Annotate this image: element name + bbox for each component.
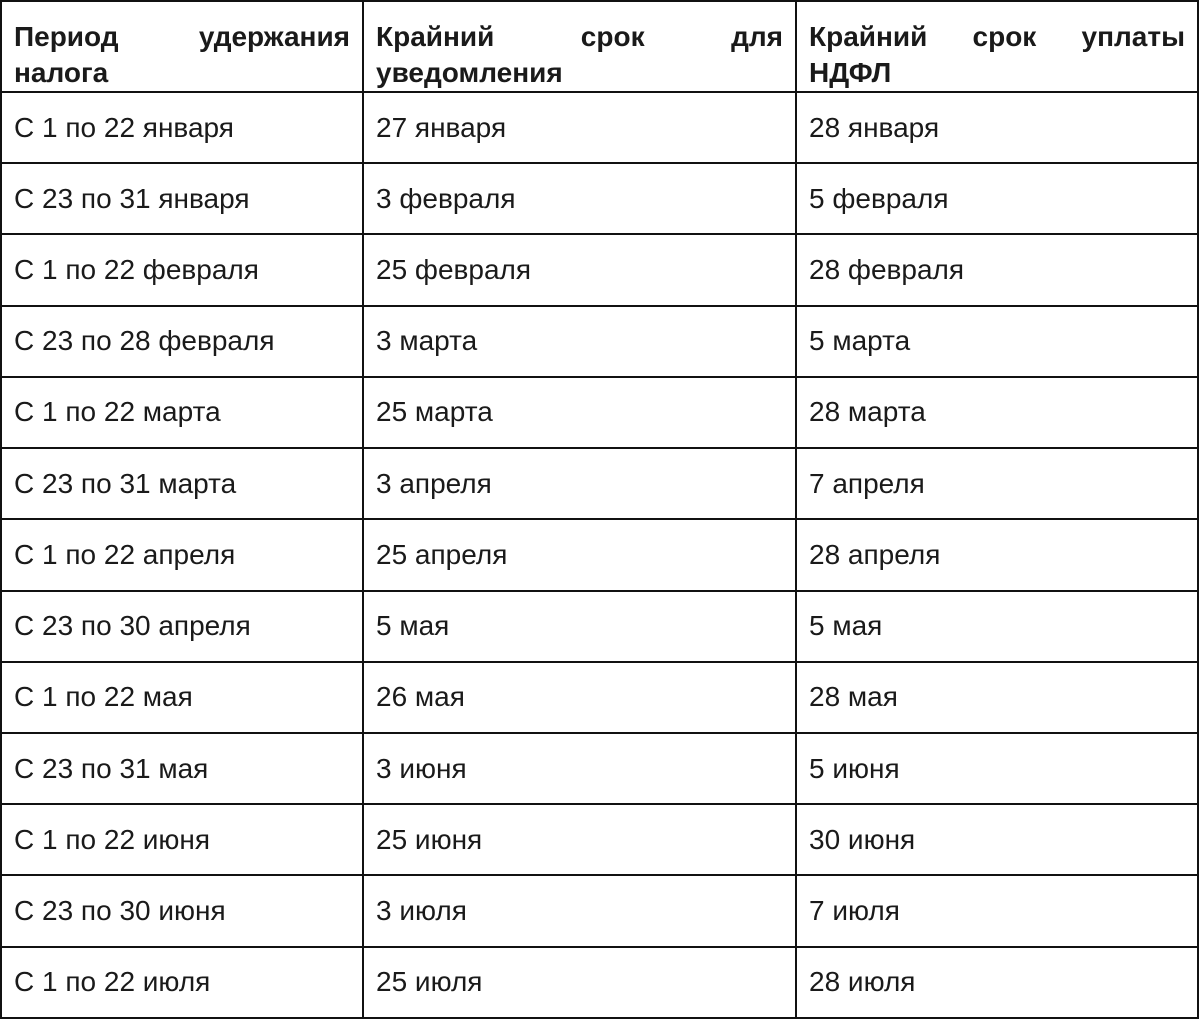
table-header [1, 1, 1198, 92]
cell-notification-deadline: 3 апреля [363, 448, 796, 519]
table-row [1, 519, 1198, 590]
header-row [1, 1, 1198, 92]
cell-payment-deadline: 28 марта [796, 377, 1198, 448]
cell-notification-deadline: 25 марта [363, 377, 796, 448]
cell-payment-deadline: 7 апреля [796, 448, 1198, 519]
cell-notification-deadline: 25 июля [363, 947, 796, 1018]
cell-period: С 1 по 22 января [1, 92, 363, 163]
cell-period: С 1 по 22 июня [1, 804, 363, 875]
cell-payment-deadline: 5 февраля [796, 163, 1198, 234]
cell-payment-deadline: 28 февраля [796, 234, 1198, 305]
cell-payment-deadline: 28 апреля [796, 519, 1198, 590]
cell-payment-deadline: 5 июня [796, 733, 1198, 804]
header-withholding-period: Период удержания налога [1, 1, 363, 92]
cell-period: С 1 по 22 апреля [1, 519, 363, 590]
header-payment-deadline: Крайний срок уплаты НДФЛ [796, 1, 1198, 92]
table-row [1, 875, 1198, 946]
cell-notification-deadline: 3 июля [363, 875, 796, 946]
table-row [1, 377, 1198, 448]
cell-payment-deadline: 28 июля [796, 947, 1198, 1018]
table-row [1, 662, 1198, 733]
table-body [1, 92, 1198, 1018]
cell-period: С 1 по 22 марта [1, 377, 363, 448]
cell-payment-deadline: 30 июня [796, 804, 1198, 875]
cell-notification-deadline: 26 мая [363, 662, 796, 733]
table-row [1, 234, 1198, 305]
cell-payment-deadline: 7 июля [796, 875, 1198, 946]
header-notification-deadline: Крайний срок для уведомления [363, 1, 796, 92]
cell-notification-deadline: 25 февраля [363, 234, 796, 305]
cell-notification-deadline: 3 марта [363, 306, 796, 377]
cell-notification-deadline: 3 июня [363, 733, 796, 804]
cell-period: С 1 по 22 мая [1, 662, 363, 733]
cell-period: С 23 по 31 января [1, 163, 363, 234]
cell-notification-deadline: 25 апреля [363, 519, 796, 590]
table-row [1, 947, 1198, 1018]
table-row [1, 591, 1198, 662]
cell-notification-deadline: 5 мая [363, 591, 796, 662]
table-row [1, 804, 1198, 875]
cell-payment-deadline: 28 мая [796, 662, 1198, 733]
cell-notification-deadline: 3 февраля [363, 163, 796, 234]
table-row [1, 163, 1198, 234]
cell-period: С 1 по 22 февраля [1, 234, 363, 305]
cell-payment-deadline: 5 мая [796, 591, 1198, 662]
table-row [1, 306, 1198, 377]
cell-period: С 23 по 30 июня [1, 875, 363, 946]
cell-payment-deadline: 5 марта [796, 306, 1198, 377]
cell-payment-deadline: 28 января [796, 92, 1198, 163]
table-row [1, 733, 1198, 804]
cell-period: С 1 по 22 июля [1, 947, 363, 1018]
cell-period: С 23 по 31 марта [1, 448, 363, 519]
table-row [1, 92, 1198, 163]
cell-period: С 23 по 30 апреля [1, 591, 363, 662]
cell-notification-deadline: 25 июня [363, 804, 796, 875]
cell-notification-deadline: 27 января [363, 92, 796, 163]
cell-period: С 23 по 31 мая [1, 733, 363, 804]
table-row [1, 448, 1198, 519]
cell-period: С 23 по 28 февраля [1, 306, 363, 377]
